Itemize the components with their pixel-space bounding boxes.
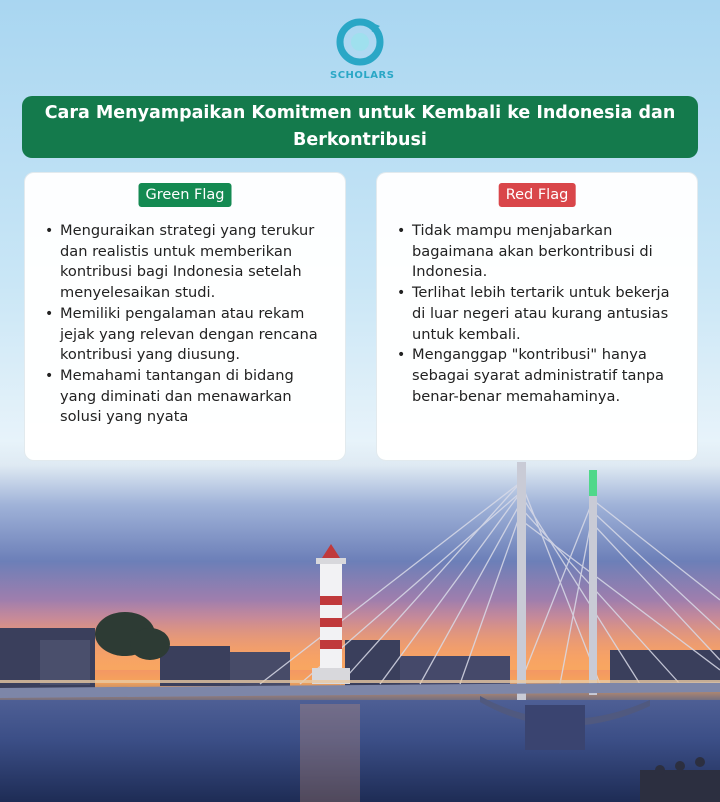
- scholars-logo-icon: [336, 18, 384, 66]
- list-item: • Memahami tantangan di bidang yang diminati dan menawarkan solusi yang nyata: [45, 366, 333, 428]
- scholars-logo: [330, 18, 395, 82]
- list-item: • Terlihat lebih tertarik untuk bekerja di luar negeri atau kurang antusias untuk kembali.: [397, 283, 685, 345]
- green-flag-badge: Green Flag: [139, 183, 232, 207]
- red-flag-card: [376, 172, 698, 461]
- title-banner: [22, 96, 698, 158]
- bridge-pylon: [589, 470, 597, 695]
- list-item: • Menganggap "kontribusi" hanya sebagai syarat administratif tanpa benar-benar memahaminya.: [397, 345, 685, 407]
- red-flag-list: [397, 221, 685, 407]
- logo-text: SCHOLARS: [330, 70, 395, 81]
- page-title: Cara Menyampaikan Komitmen untuk Kembali ke Indonesia dan Berkontribusi: [44, 103, 676, 150]
- green-flag-list: [45, 221, 333, 428]
- bridge-pylon: [517, 462, 526, 700]
- list-item: • Tidak mampu menjabarkan bagaimana akan berkontribusi di Indonesia.: [397, 221, 685, 283]
- list-item: • Memiliki pengalaman atau rekam jejak yang relevan dengan rencana kontribusi yang diusung.: [45, 304, 333, 366]
- red-flag-badge: Red Flag: [499, 183, 576, 207]
- list-item: • Menguraikan strategi yang terukur dan realistis untuk memberikan kontribusi bagi Indonesia setelah menyelesaikan studi.: [45, 221, 333, 304]
- green-flag-card: [24, 172, 346, 461]
